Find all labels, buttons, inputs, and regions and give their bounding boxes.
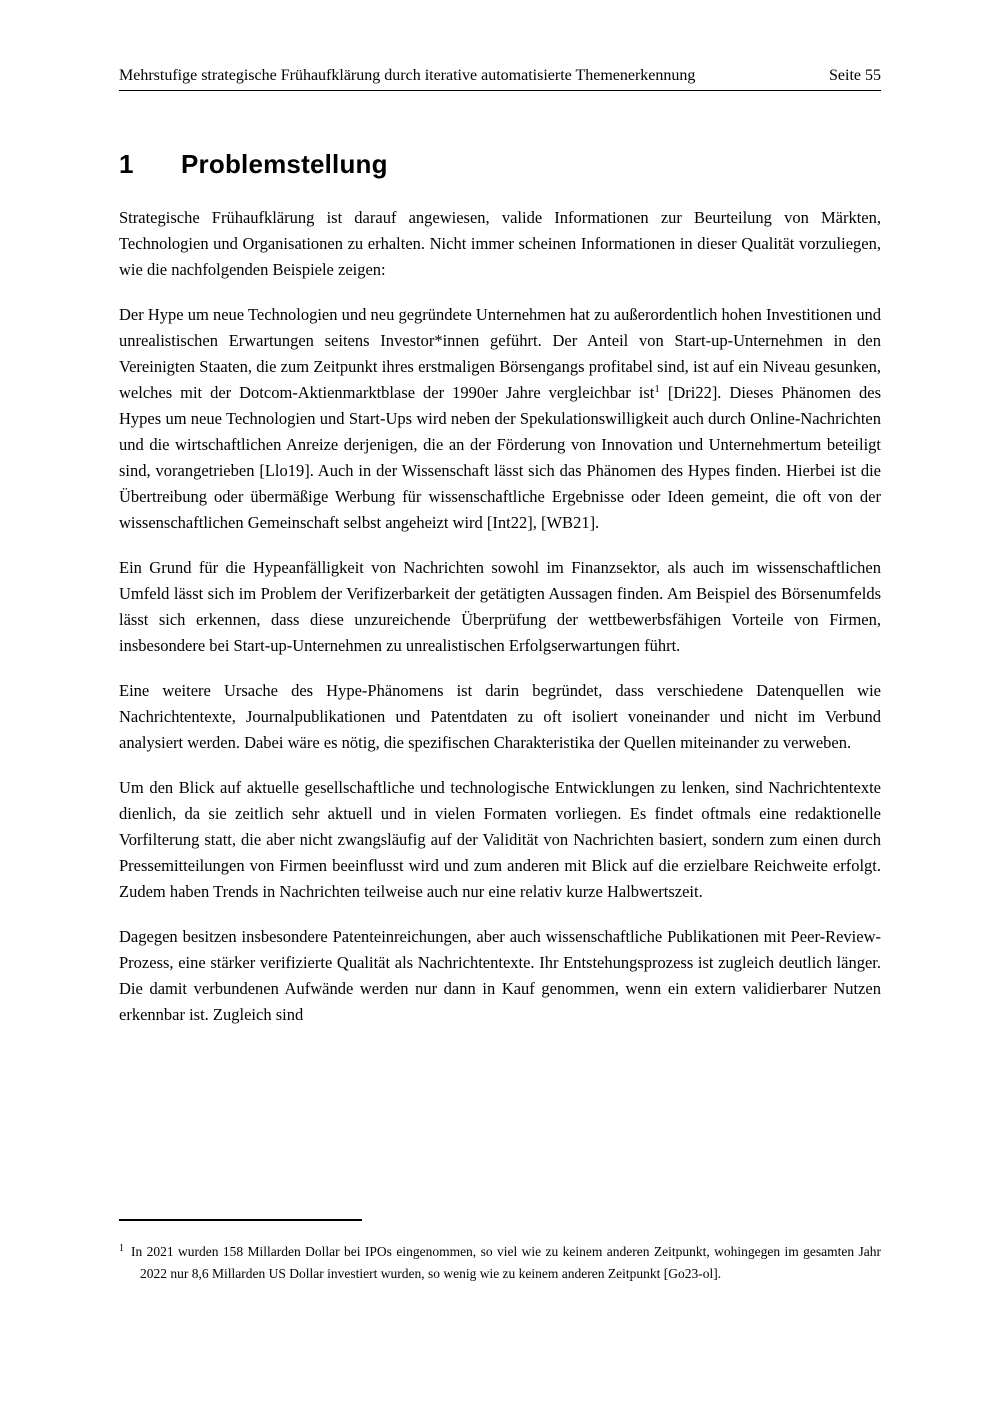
- footnote-1: [119, 1241, 881, 1284]
- paragraph-3: Ein Grund für die Hypeanfälligkeit von Nachrichten sowohl im Finanzsektor, als auch im wissenschaftlichen Umfeld lässt sich im Problem der Verifizerbarkeit der getätigten Aussagen finden. Am Beispiel des Börsenumfelds lässt sich erkennen, dass diese unzureichende Überprüfung der wettbewerbsfähigen Vorteile von Firmen, insbesondere bei Start-up-Unternehmen zu unrealistischen Erfolgserwartungen führt.: [119, 558, 881, 655]
- footnote-area: [119, 1219, 881, 1284]
- footnote-text: In 2021 wurden 158 Millarden Dollar bei IPOs eingenommen, so viel wie zu keinem anderen Zeitpunkt, wohingegen im gesamten Jahr 2022 nur 8,6 Millarden US Dollar investiert wurden, so wenig wie zu keinem anderen Zeitpunkt [Go23-ol].: [131, 1244, 881, 1281]
- page-number-label: Seite 55: [829, 67, 881, 84]
- paragraph-4: Eine weitere Ursache des Hype-Phänomens ist darin begründet, dass verschiedene Datenquellen wie Nachrichtentexte, Journalpublikationen und Patentdaten zu oft isoliert voneinander und nicht im Verbund analysiert werden. Dabei wäre es nötig, die spezifischen Charakteristika der Quellen miteinander zu verweben.: [119, 681, 881, 752]
- section-number: 1: [119, 149, 134, 179]
- footnote-reference: 1: [654, 383, 660, 395]
- section-heading: [119, 147, 881, 181]
- running-header-title: Mehrstufige strategische Frühaufklärung durch iterative automatisierte Themenerkennung: [119, 67, 696, 84]
- section-title: Problemstellung: [181, 149, 388, 179]
- page-content: [119, 66, 881, 1028]
- paragraph-6: Dagegen besitzen insbesondere Patenteinreichungen, aber auch wissenschaftliche Publikationen mit Peer-Review-Prozess, eine stärker verifizierte Qualität als Nachrichtentexte. Ihr Entstehungsprozess ist zugleich deutlich länger. Die damit verbundenen Aufwände werden nur dann in Kauf genommen, wenn ein extern validierbarer Nutzen erkennbar ist. Zugleich sind: [119, 927, 881, 1024]
- paragraph-1: Strategische Frühaufklärung ist darauf angewiesen, valide Informationen zur Beurteilung von Märkten, Technologien und Organisationen zu erhalten. Nicht immer scheinen Informationen in dieser Qualität vorzuliegen, wie die nachfolgenden Beispiele zeigen:: [119, 208, 881, 279]
- paragraph-2-text-before-footnote-ref: Der Hype um neue Technologien und neu gegründete Unternehmen hat zu außerordentlich hohen Investitionen und unrealistischen Erwartungen seitens Investor*innen geführt. Der Anteil von Start-up-Unternehmen in den Vereinigten Staaten, die zum Zeitpunkt ihres erstmaligen Börsengangs profitabel sind, ist auf ein Niveau gesunken, welches mit der Dotcom-Aktienmarktblase der 1990er Jahre vergleichbar ist: [119, 305, 881, 402]
- body-text: [119, 205, 881, 1028]
- paragraph-5: Um den Blick auf aktuelle gesellschaftliche und technologische Entwicklungen zu lenken, sind Nachrichtentexte dienlich, da sie zeitlich sehr aktuell und in vielen Formaten vorliegen. Es findet oftmals eine redaktionelle Vorfilterung statt, die aber nicht zwangsläufig auf der Validität von Nachrichten basiert, sondern zum einen durch Pressemitteilungen von Firmen beeinflusst wird und zum anderen mit Blick auf die erzielbare Reichweite erfolgt. Zudem haben Trends in Nachrichten teilweise auch nur eine relativ kurze Halbwertszeit.: [119, 778, 881, 901]
- footnote-marker: 1: [119, 1243, 124, 1254]
- paragraph-2-text-after-footnote-ref: [Dri22]. Dieses Phänomen des Hypes um neue Technologien und Start-Ups wird neben der Spekulationswilligkeit auch durch Online-Nachrichten und die wirtschaftlichen Anreize derjenigen, die an der Förderung von Innovation und Unternehmertum beteiligt sind, vorangetrieben [Llo19]. Auch in der Wissenschaft lässt sich das Phänomen des Hypes finden. Hierbei ist die Übertreibung oder übermäßige Werbung für wissenschaftliche Ergebnisse oder Ideen gemeint, die oft von der wissenschaftlichen Gemeinschaft selbst angeheizt wird [Int22], [WB21].: [119, 383, 881, 532]
- footnote-separator-rule: [119, 1219, 362, 1221]
- running-header: [119, 66, 881, 91]
- paragraph-2: [119, 302, 881, 536]
